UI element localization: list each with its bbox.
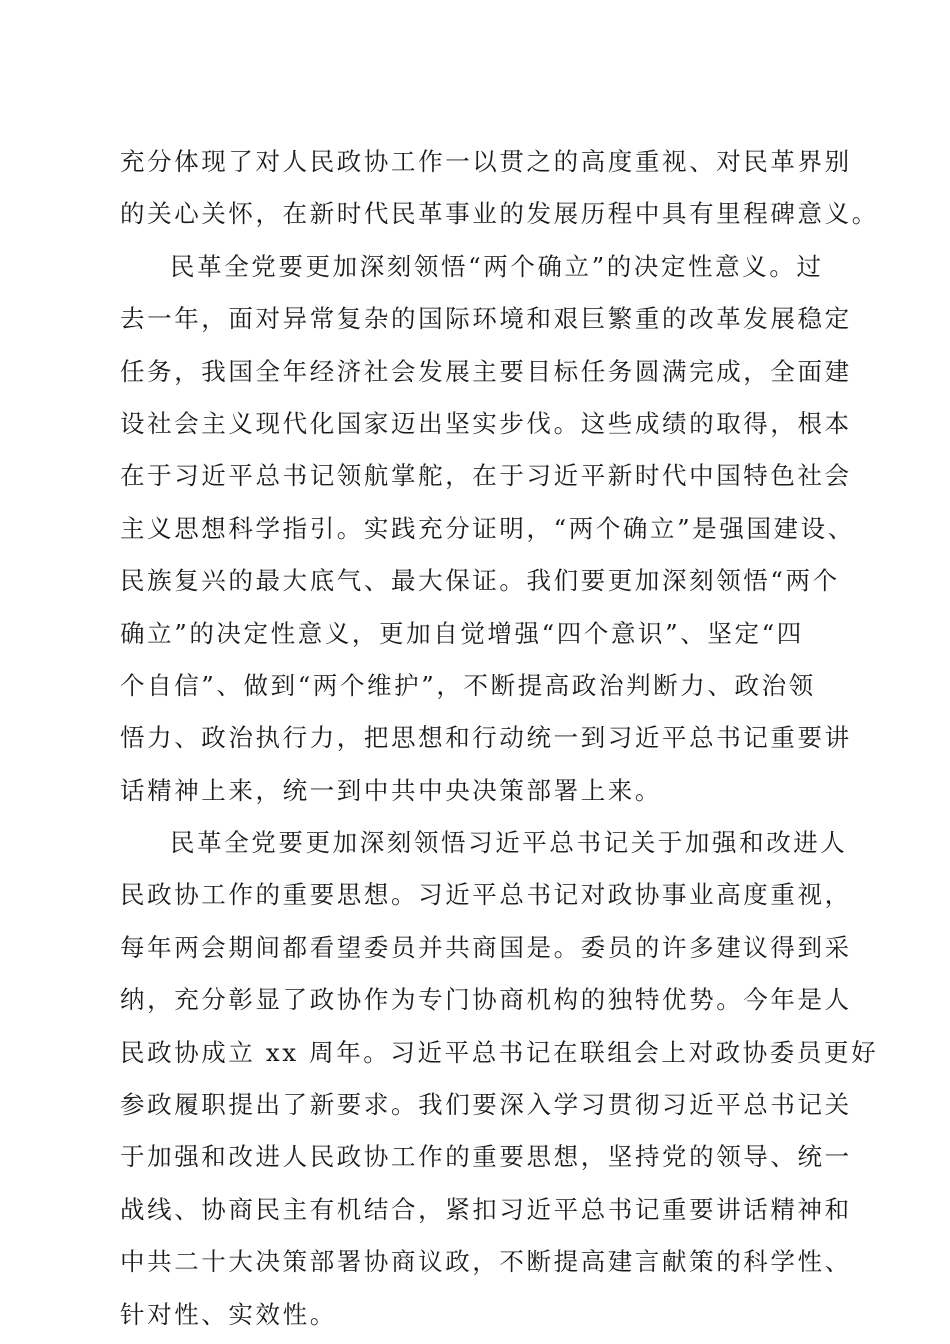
text-line: 的关心关怀，在新时代民革事业的发展历程中具有里程碑意义。 [120, 199, 879, 229]
paragraph-start-line: 民革全党要更加深刻领悟“两个确立”的决定性意义。过 [170, 251, 824, 281]
text-line: 针对性、实效性。 [120, 1299, 337, 1329]
text-line: 中共二十大决策部署协商议政，不断提高建言献策的科学性、 [120, 1247, 852, 1277]
text-line: 民族复兴的最大底气、最大保证。我们要更加深刻领悟“两个 [120, 566, 840, 596]
text-line: 战线、协商民主有机结合，紧扣习近平总书记重要讲话精神和 [120, 1194, 852, 1224]
text-line: 确立”的决定性意义，更加自觉增强“四个意识”、坚定“四 [120, 618, 804, 648]
text-line: 主义思想科学指引。实践充分证明，“两个确立”是强国建设、 [120, 513, 855, 543]
text-line: 民政协工作的重要思想。习近平总书记对政协事业高度重视， [120, 880, 852, 910]
text-line: 设社会主义现代化国家迈出坚实步伐。这些成绩的取得，根本 [120, 408, 852, 438]
text-line: 去一年，面对异常复杂的国际环境和艰巨繁重的改革发展稳定 [120, 304, 852, 334]
text-line: 民政协成立 xx 周年。习近平总书记在联组会上对政协委员更好 [120, 1037, 879, 1067]
text-line: 每年两会期间都看望委员并共商国是。委员的许多建议得到采 [120, 932, 852, 962]
text-line: 任务，我国全年经济社会发展主要目标任务圆满完成，全面建 [120, 356, 852, 386]
text-line: 悟力、政治执行力，把思想和行动统一到习近平总书记重要讲 [120, 723, 852, 753]
paragraph-start-line: 民革全党要更加深刻领悟习近平总书记关于加强和改进人 [170, 828, 848, 858]
text-line: 个自信”、做到“两个维护”，不断提高政治判断力、政治领 [120, 670, 816, 700]
text-line: 参政履职提出了新要求。我们要深入学习贯彻习近平总书记关 [120, 1090, 852, 1120]
text-line: 在于习近平总书记领航掌舵，在于习近平新时代中国特色社会 [120, 461, 852, 491]
document-body [120, 136, 879, 1341]
text-line: 于加强和改进人民政协工作的重要思想，坚持党的领导、统一 [120, 1142, 852, 1172]
text-line: 充分体现了对人民政协工作一以贯之的高度重视、对民革界别 [120, 147, 852, 176]
text-line: 话精神上来，统一到中共中央决策部署上来。 [120, 775, 662, 805]
text-line: 纳，充分彰显了政协作为专门协商机构的独特优势。今年是人 [120, 985, 852, 1015]
